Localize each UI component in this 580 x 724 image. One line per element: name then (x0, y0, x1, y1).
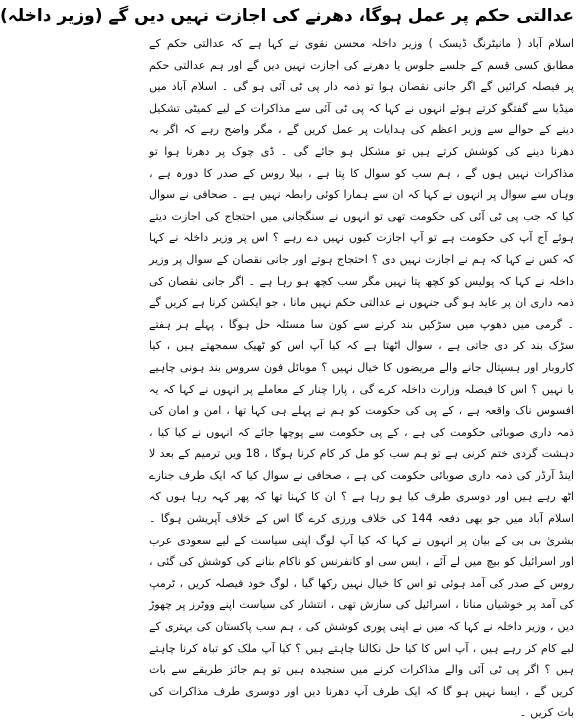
article-body: اسلام آباد ( مانیٹرنگ ڈیسک ) وزیر داخلہ محسن نقوی نے کہا ہے کہ عدالتی حکم کے مطابق کسی قسم کے جلسے جلوس یا دھرنے کی اجازت نہیں دیں گے اور ہم عدالتی حکم پر فیصلہ کرائیں گے اگر جانی نقصان ہوا تو ذمہ دار پی ٹی آئی ہو گی ۔ اسلام آباد میں میڈیا سے گفتگو کرتے ہوئے انہوں نے کہا کہ پی ٹی آئی سے مذاکرات کے لیے کمیٹی تشکیل دینے کے حوالے سے وزیر اعظم کی ہدایات پر عمل کریں گے ، مگر واضح رہے کہ اگر یہ دھرنا دینے کی کوشش کرتے ہیں تو مشکل ہو جائے گی ۔ ڈی چوک پر دھرنا ہوا تو مذاکرات نہیں ہوں گے ، ہم سب کو سوال کا پتا ہے ، بیلا روس کے صدر کا دورہ ہے ، وہاں سے سوال پر انہوں نے کہا کہ ان سے ہمارا کوئی رابطہ نہیں ہے ۔ صحافی نے سوال کیا کہ جب پی ٹی آئی کی حکومت تھی تو انہوں نے سنگجانی میں احتجاج کی اجازت دیتے ہوئے آج آپ کی حکومت ہے تو آپ اجازت کیوں نہیں دے رہے ؟ اس پر وزیر داخلہ نے کہا کہ کس نے کہا کہ ہم نے اجازت نہیں دی ؟ احتجاج ہوتے اور جانی نقصان کے سوال پر وزیر داخلہ نے کہا کہ پولیس کو کچھ پتا نہیں مگر سب کچھ ہو رہا ہے ۔ اگر جانی نقصان کی ذمہ داری ان پر عاید ہو گی جنہوں نے عدالتی حکم نہیں مانا ، جو ایکشن کرنا ہے کریں گے ۔ گرمی میں دھوپ میں سڑکیں بند کرنے سے کون سا مسئلہ حل ہوگا ، پہلے ہر ہفتے سڑک بند کر دی جاتی ہے ، سوال اٹھتا ہے کہ کیا آپ اس کو ٹھیک سمجھتے ہیں ، کیا کاروبار اور ہسپتال جانے والے مریضوں کا خیال نہیں ؟ موبائل فون سروس بند ہونی چاہیے یا نہیں ؟ اس کا فیصلہ وزارت داخلہ کرے گی ، پارا چنار کے معاملے پر انہوں نے کہا کہ یہ افسوس ناک واقعہ ہے ، کے پی کی حکومت کو ہم نے پہلے ہی کہا تھا ، امن و امان کی ذمہ داری صوبائی حکومت کی ہے ، کے پی حکومت سے پوچھا جائے کہ انہوں نے کیا کیا ، دہشت گردی ختم کرنی ہے تو ہم سب کو مل کر کام کرنا ہوگا ، 18 ویں ترمیم کے بعد لا اینڈ آرڈر کی ذمہ داری صوبائی حکومت کی ہے ، صحافی نے سوال کیا کہ ایک طرف جنازے اٹھ رہے ہیں اور دوسری طرف کیا ہو رہا ہے ؟ ان کا کہنا تھا کہ پھر کہہ رہا ہوں کہ اسلام آباد میں جو بھی دفعہ 144 کی خلاف ورزی کرے گا اس کے خلاف آپریشن ہوگا ۔ بشریٰ بی بی کے بیان پر انہوں نے کہا کہ کیا آپ لوگ اپنی سیاست کے لیے سعودی عرب اور اسرائیل کو بیچ میں لے آئے ، ایس سی او کانفرنس کو ناکام بنانے کی کوشش کی گئی ، روس کے صدر کی آمد ہوئی تو اس کا خیال نہیں رکھا گیا ، لوگ خود فیصلہ کریں ، ٹرمپ کی آمد پر خوشیاں منانا ، اسرائیل کی سازش تھی ، انتشار کی سیاست اپنے ووٹرز پر چھوڑ دیں ، وزیر داخلہ نے کہا کہ میں نے اپنی پوری کوشش کی ، ہم سب پاکستان کی بہتری کے لیے کام کر رہے ہیں ، آپ اس کا کیا حل نکالنا چاہتے ہیں ؟ کیا آپ ملک کو تباہ کرنا چاہتے ہیں ؟ اگر پی ٹی آئی والے مذاکرات کرنے میں سنجیدہ ہیں تو ہم جائز طریقے سے بات کریں گے ، ایسا نہیں ہو گا کہ ایک طرف آپ دھرنا دیں اور دوسری طرف مذاکرات کی بات کریں ۔ (149, 37, 574, 720)
article-headline: عدالتی حکم پر عمل ہوگا، دھرنے کی اجازت نہیں دیں گے (وزیر داخلہ) (0, 6, 574, 26)
